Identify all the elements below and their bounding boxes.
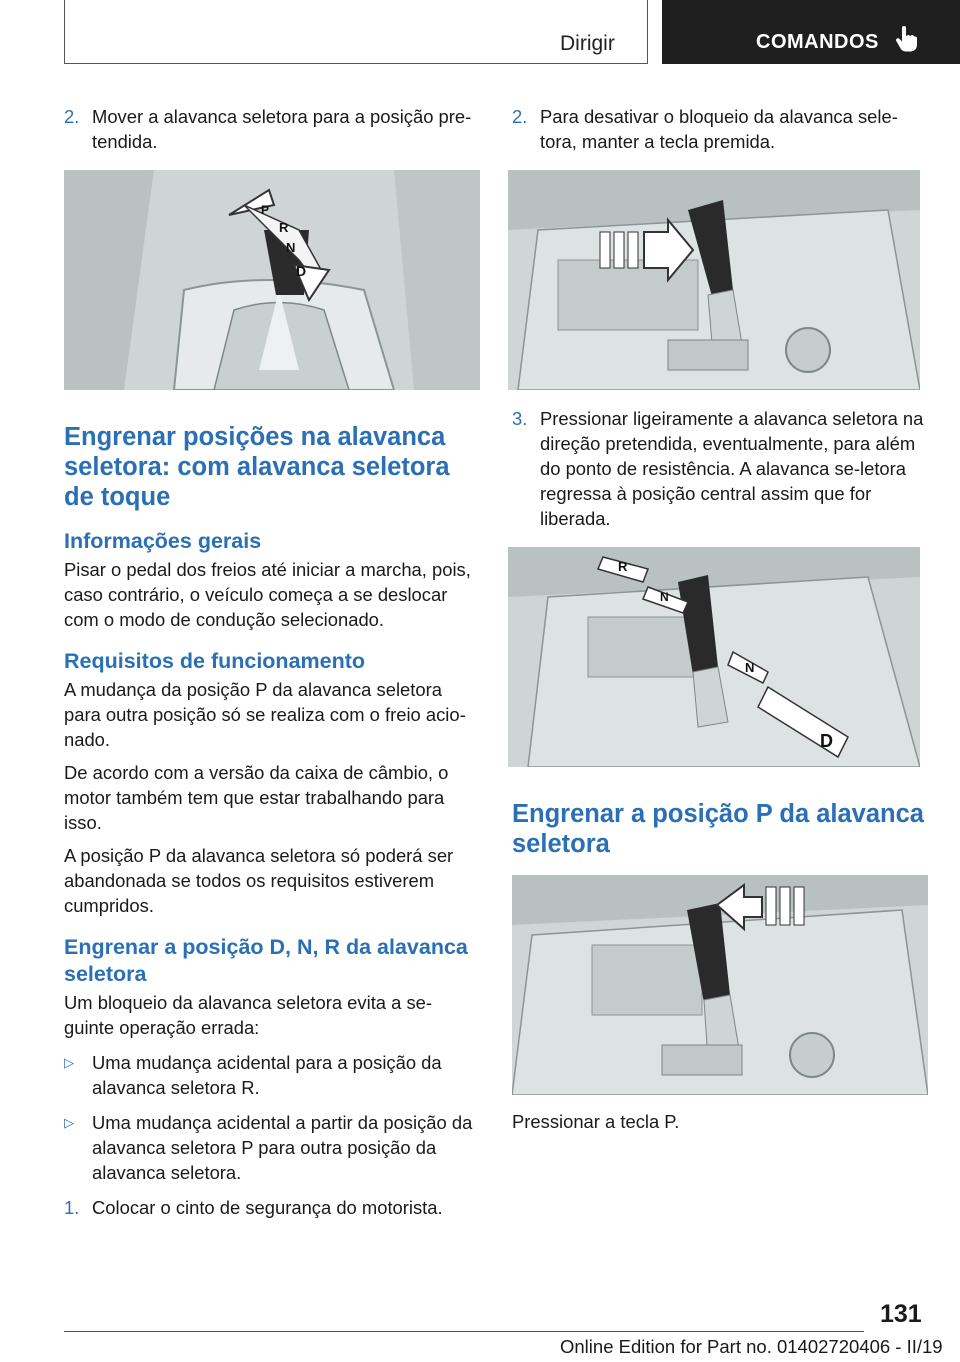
bullet-text: Uma mudança acidental para a posição da alavanca seletora R. xyxy=(92,1052,442,1098)
pointing-hand-icon xyxy=(895,26,919,52)
paragraph-general-info: Pisar o pedal dos freios até iniciar a marcha, pois, caso contrário, o veículo começa a se deslocar com o modo de condução selecionado. xyxy=(64,559,471,630)
page-number: 131 xyxy=(880,1300,922,1328)
triangle-bullet-icon: ▷ xyxy=(64,1115,74,1130)
paragraph-requirements-3: A posição P da alavanca seletora só poderá ser abandonada se todos os requisitos estiverem cumpridos. xyxy=(64,845,454,916)
step-number: 1. xyxy=(64,1197,80,1218)
paragraph-requirements-1: A mudança da posição P da alavanca seletora para outra posição só se realiza com o freio acio-nado. xyxy=(64,679,466,750)
main-heading: Engrenar posições na alavanca seletora: com alavanca seletora de toque xyxy=(64,423,450,511)
figure-illustration xyxy=(508,170,920,390)
subheading-engage-dnr: Engrenar a posição D, N, R da alavanca seletora xyxy=(64,935,468,986)
section-title: Dirigir xyxy=(560,32,615,55)
figure-illustration xyxy=(64,170,480,390)
step-3-right xyxy=(512,406,928,531)
heading-engage-p: Engrenar a posição P da alavanca seletora xyxy=(512,800,924,858)
step-text: Colocar o cinto de segurança do motorista. xyxy=(92,1197,443,1218)
gear-label-d: D xyxy=(296,263,307,279)
subheading-general-info: Informações gerais xyxy=(64,529,262,553)
step-text: Para desativar o bloqueio da alavanca sele-tora, manter a tecla premida. xyxy=(540,106,898,152)
step-text: Pressionar ligeiramente a alavanca seletora na direção pretendida, eventualmente, para além do ponto de resistência. A alavanca se-letora regressa à posição central assim que for liberada. xyxy=(540,408,924,529)
figure-selector-lever-touch xyxy=(64,170,480,390)
bullet-item xyxy=(64,1110,476,1185)
paragraph-requirements-2: De acordo com a versão da caixa de câmbio, o motor também tem que estar trabalhando para isso. xyxy=(64,762,449,833)
bullet-text: Uma mudança acidental a partir da posição da alavanca seletora P para outra posição da alavanca seletora. xyxy=(92,1112,473,1183)
footer-divider xyxy=(64,1331,864,1332)
step-2-left xyxy=(64,104,476,154)
figure-touch-directions xyxy=(508,547,920,767)
gear-label-r: R xyxy=(279,220,289,235)
step-2-right xyxy=(512,104,928,154)
gear-label-r: R xyxy=(618,559,628,574)
step-number: 3. xyxy=(512,408,528,429)
figure-illustration xyxy=(508,547,920,767)
step-1-left xyxy=(64,1195,476,1220)
figure-illustration xyxy=(512,875,928,1095)
figure-caption: Pressionar a tecla P. xyxy=(512,1111,680,1132)
right-column xyxy=(512,104,928,1134)
gear-label-d: D xyxy=(820,731,833,751)
gear-label-n: N xyxy=(286,240,296,255)
gear-label-n-down: N xyxy=(745,660,755,675)
chapter-tab-label: COMANDOS xyxy=(756,31,879,53)
subheading-requirements: Requisitos de funcionamento xyxy=(64,649,366,673)
step-number: 2. xyxy=(512,106,528,127)
bullet-item xyxy=(64,1050,476,1100)
footer-edition: Online Edition for Part no. 01402720406 - II/19 xyxy=(560,1336,943,1357)
triangle-bullet-icon: ▷ xyxy=(64,1055,74,1070)
left-column xyxy=(64,104,476,1220)
figure-unlock-button xyxy=(508,170,920,390)
step-number: 2. xyxy=(64,106,80,127)
gear-label-p: P xyxy=(261,203,270,217)
step-text: Mover a alavanca seletora para a posição pre-tendida. xyxy=(92,106,472,152)
figure-p-button xyxy=(512,875,928,1095)
gear-label-n-up: N xyxy=(660,590,669,604)
paragraph-lock-info: Um bloqueio da alavanca seletora evita a se-guinte operação errada: xyxy=(64,992,433,1038)
